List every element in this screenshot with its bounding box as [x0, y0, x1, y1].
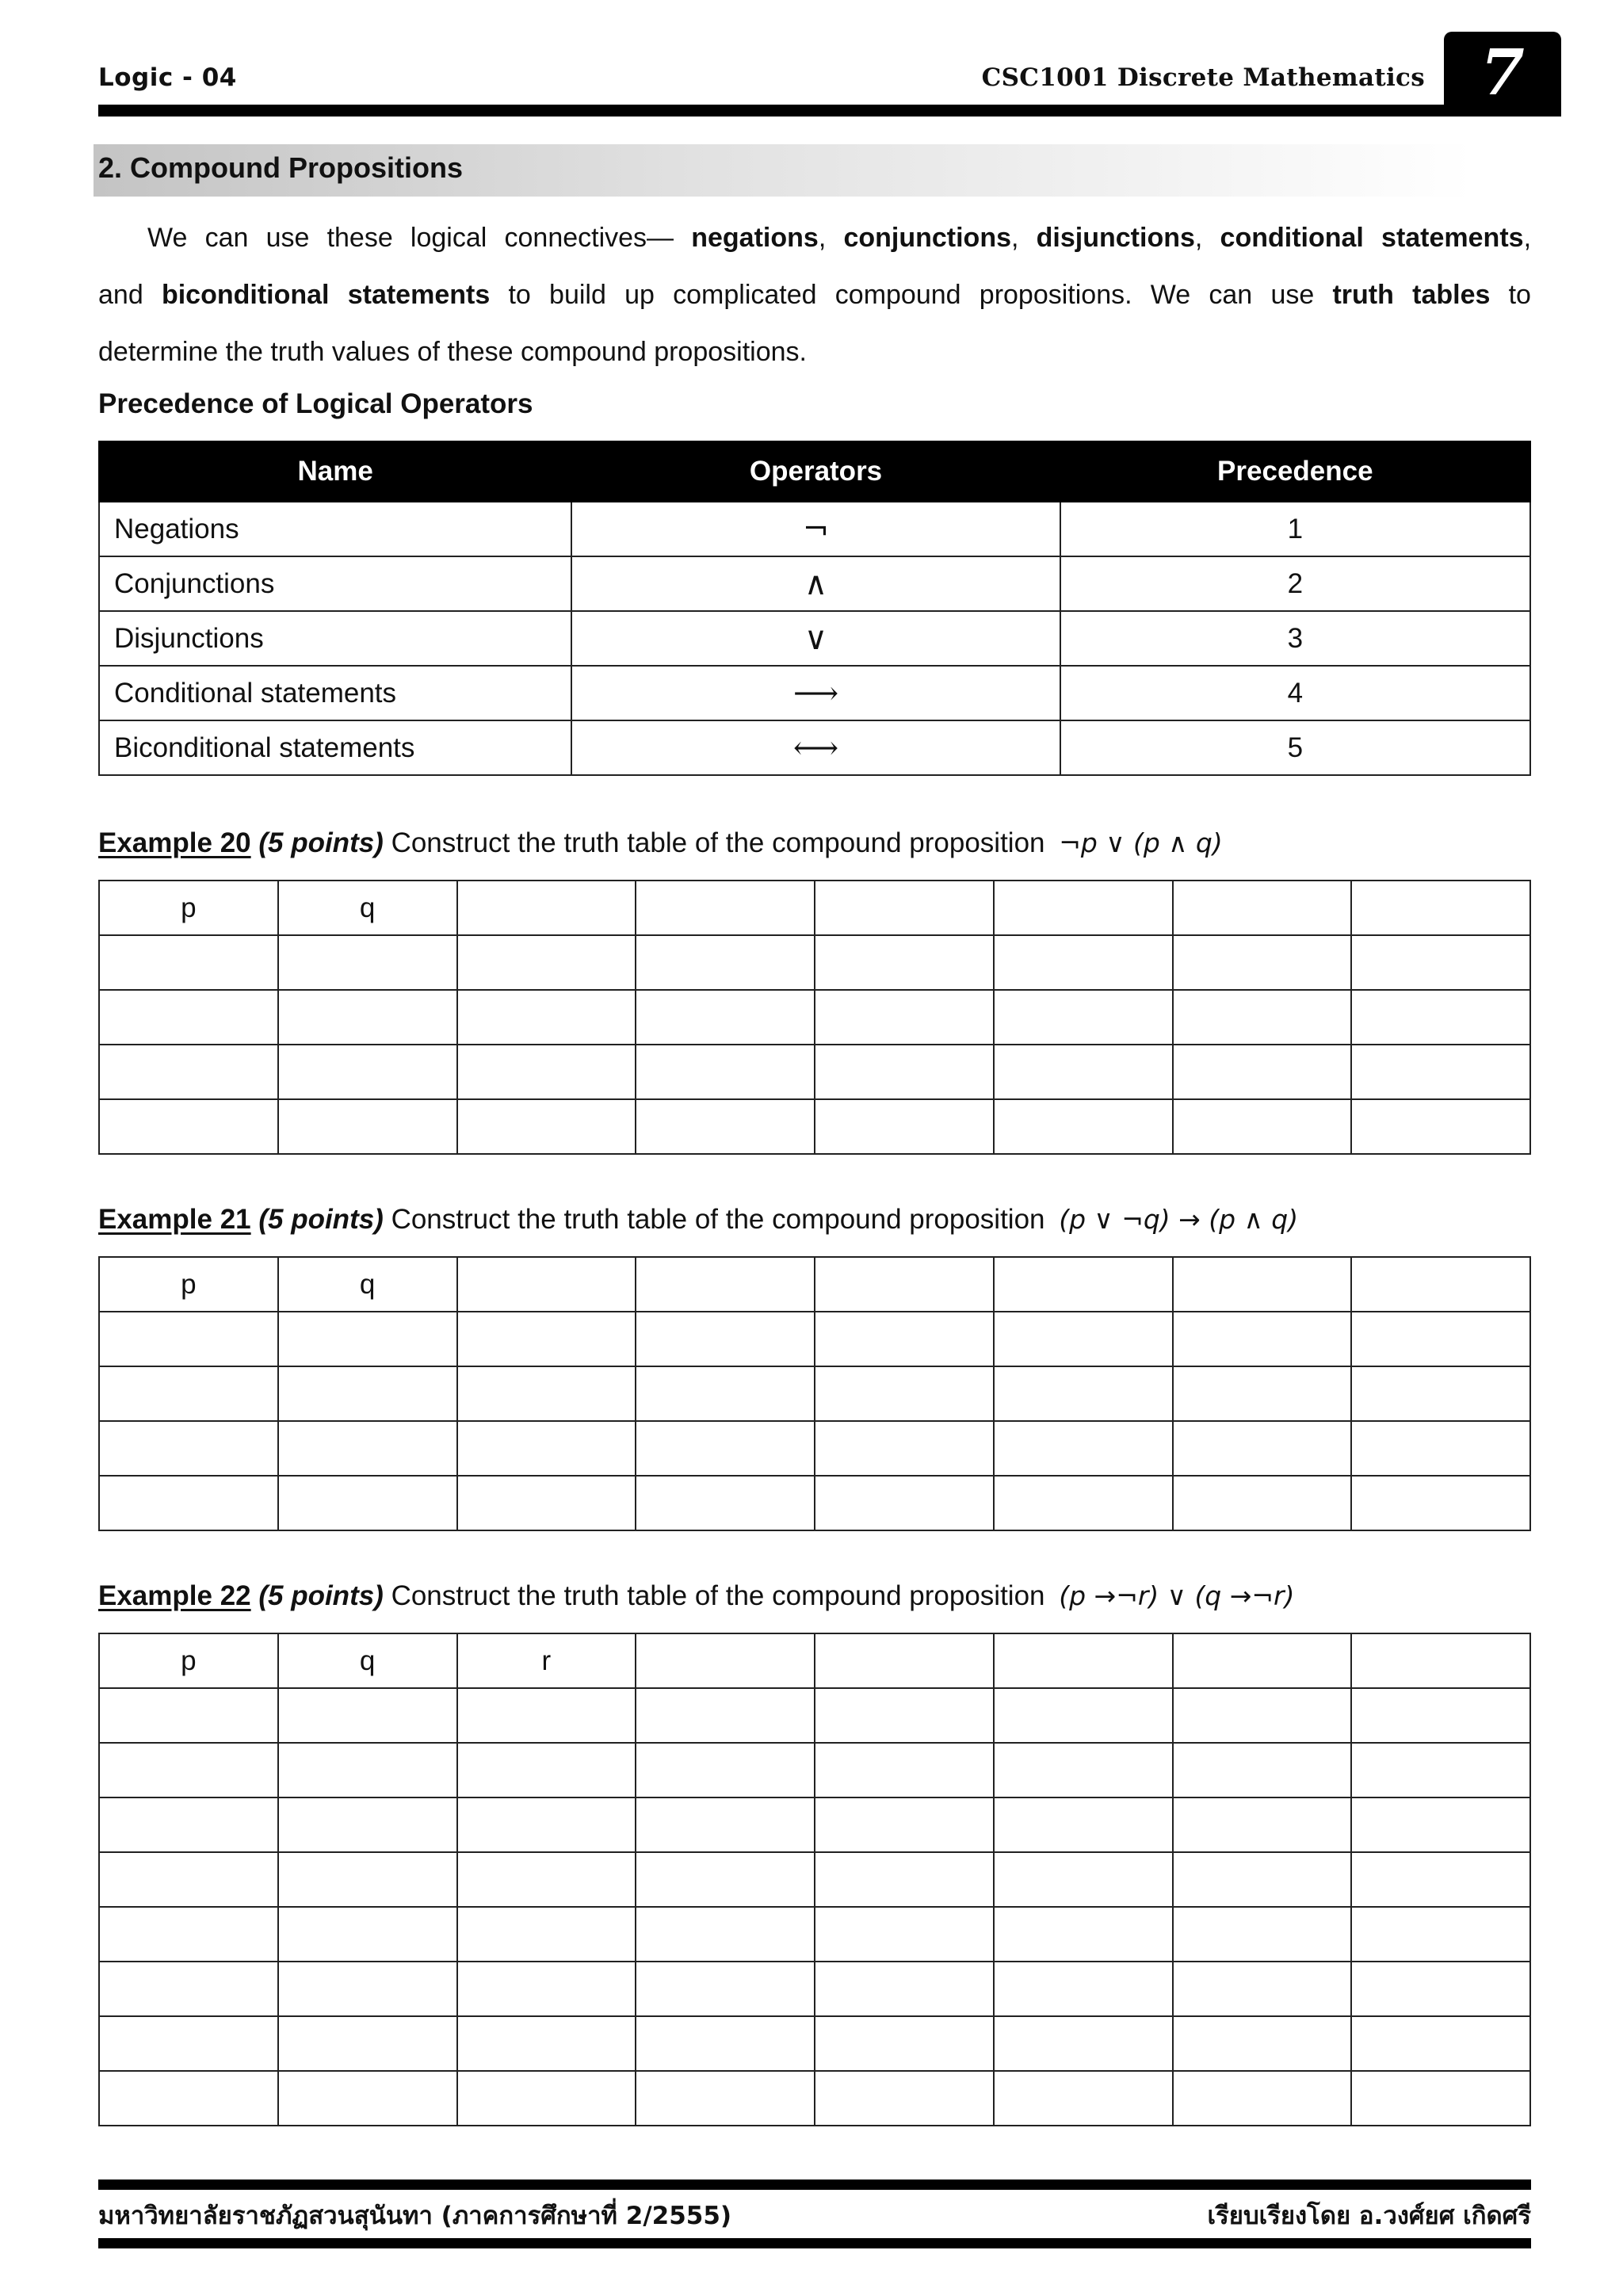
truth-table-row — [99, 935, 1530, 990]
truth-table-header-row — [99, 1633, 1530, 1688]
truth-cell — [1351, 1907, 1530, 1962]
header-course: CSC1001 Discrete Mathematics — [981, 63, 1425, 92]
truth-table-header — [457, 881, 636, 935]
truth-table-row — [99, 1099, 1530, 1154]
truth-cell — [1173, 1421, 1352, 1476]
column-header-precedence: Precedence — [1060, 441, 1530, 502]
truth-table-row — [99, 1045, 1530, 1099]
truth-cell — [278, 2016, 457, 2071]
footer-university: มหาวิทยาลัยราชภัฏสวนสุนันทา (ภาคการศึกษาที่ 2/2555) — [98, 2202, 732, 2230]
truth-cell — [636, 1045, 815, 1099]
truth-table-header-row — [99, 881, 1530, 935]
truth-cell — [278, 1366, 457, 1421]
operator-name: Biconditional statements — [99, 720, 571, 775]
truth-table-header — [1351, 1633, 1530, 1688]
truth-cell — [457, 1797, 636, 1852]
truth-cell — [994, 2071, 1173, 2126]
truth-cell — [278, 1688, 457, 1743]
truth-cell — [457, 1688, 636, 1743]
truth-cell — [457, 1045, 636, 1099]
truth-table-row — [99, 1907, 1530, 1962]
truth-cell — [278, 1045, 457, 1099]
truth-cell — [457, 1099, 636, 1154]
truth-table-row — [99, 990, 1530, 1045]
truth-cell — [815, 1476, 994, 1530]
truth-cell — [815, 2016, 994, 2071]
truth-cell — [815, 1688, 994, 1743]
truth-cell — [1351, 1962, 1530, 2016]
term-biconditional: biconditional statements — [161, 280, 491, 310]
truth-table-header — [994, 881, 1173, 935]
truth-cell — [278, 1962, 457, 2016]
truth-table-header: p — [99, 881, 278, 935]
example-text: Construct the truth table of the compound proposition — [383, 1580, 1053, 1611]
truth-cell — [1351, 1797, 1530, 1852]
column-header-operators: Operators — [571, 441, 1060, 502]
truth-cell — [278, 1797, 457, 1852]
truth-cell — [1351, 2071, 1530, 2126]
truth-table-row — [99, 1962, 1530, 2016]
truth-cell — [99, 1852, 278, 1907]
truth-cell — [278, 1421, 457, 1476]
truth-cell — [1173, 1099, 1352, 1154]
intro-text: , — [818, 223, 844, 253]
truth-cell — [278, 1476, 457, 1530]
truth-cell — [1173, 2071, 1352, 2126]
truth-cell — [1351, 1688, 1530, 1743]
intro-text: and — [98, 280, 162, 310]
truth-cell — [99, 2071, 278, 2126]
truth-cell — [99, 1366, 278, 1421]
truth-cell — [457, 1366, 636, 1421]
truth-table-header — [1173, 1257, 1352, 1312]
example-formula: ¬p ∨ (p ∧ q) — [1059, 827, 1223, 858]
truth-cell — [99, 990, 278, 1045]
footer-rule-top — [98, 2179, 1531, 2190]
truth-cell — [99, 1476, 278, 1530]
intro-paragraph — [98, 209, 1531, 380]
truth-cell — [994, 1476, 1173, 1530]
truth-cell — [457, 1421, 636, 1476]
truth-cell — [1351, 1045, 1530, 1099]
truth-cell — [636, 1688, 815, 1743]
precedence-header-row — [99, 441, 1530, 502]
truth-cell — [99, 1312, 278, 1366]
truth-cell — [1173, 2016, 1352, 2071]
truth-cell — [1351, 935, 1530, 990]
truth-cell — [1351, 2016, 1530, 2071]
operator-name: Conditional statements — [99, 666, 571, 720]
operator-precedence: 3 — [1060, 611, 1530, 666]
truth-cell — [636, 935, 815, 990]
truth-cell — [278, 935, 457, 990]
truth-table-header: p — [99, 1257, 278, 1312]
truth-cell — [1173, 1907, 1352, 1962]
truth-cell — [278, 2071, 457, 2126]
truth-table-header-row — [99, 1257, 1530, 1312]
truth-cell — [815, 1366, 994, 1421]
example-label: Example 22 — [98, 1580, 251, 1611]
header-chapter: Logic - 04 — [98, 63, 237, 92]
truth-cell — [278, 1907, 457, 1962]
truth-table-example-21 — [98, 1256, 1531, 1531]
truth-cell — [457, 1312, 636, 1366]
operator-symbol: ∨ — [571, 611, 1060, 666]
truth-table-header — [994, 1257, 1173, 1312]
truth-table-header: p — [99, 1633, 278, 1688]
intro-line-2 — [98, 266, 1531, 323]
truth-cell — [994, 1907, 1173, 1962]
term-negations: negations — [691, 223, 819, 253]
truth-table-row — [99, 2016, 1530, 2071]
truth-cell — [1351, 1476, 1530, 1530]
truth-cell — [994, 1099, 1173, 1154]
operator-symbol: ¬ — [571, 502, 1060, 556]
truth-cell — [636, 1099, 815, 1154]
intro-text: , — [1523, 223, 1532, 253]
intro-text: , — [1194, 223, 1220, 253]
header-rule — [98, 105, 1561, 117]
truth-table-header — [457, 1257, 636, 1312]
operator-precedence: 2 — [1060, 556, 1530, 611]
truth-cell — [1351, 990, 1530, 1045]
truth-cell — [636, 1797, 815, 1852]
operator-name: Conjunctions — [99, 556, 571, 611]
truth-cell — [994, 1045, 1173, 1099]
truth-table-header — [636, 1257, 815, 1312]
truth-cell — [994, 1366, 1173, 1421]
truth-table-header: q — [278, 1257, 457, 1312]
truth-cell — [1173, 1312, 1352, 1366]
column-header-name: Name — [99, 441, 571, 502]
truth-table-row — [99, 1366, 1530, 1421]
truth-cell — [994, 990, 1173, 1045]
truth-cell — [278, 1099, 457, 1154]
truth-table-header — [1351, 1257, 1530, 1312]
truth-cell — [815, 1312, 994, 1366]
truth-cell — [815, 1099, 994, 1154]
truth-cell — [1351, 1099, 1530, 1154]
section-title: 2. Compound Propositions — [98, 151, 463, 184]
truth-cell — [278, 1743, 457, 1797]
truth-cell — [457, 1743, 636, 1797]
operator-symbol: ⟷ — [571, 720, 1060, 775]
footer-rule-bottom — [98, 2238, 1531, 2248]
truth-table-header — [1173, 1633, 1352, 1688]
truth-cell — [1173, 1045, 1352, 1099]
truth-cell — [278, 990, 457, 1045]
truth-cell — [636, 1476, 815, 1530]
truth-cell — [636, 990, 815, 1045]
example-formula: (p →¬r) ∨ (q →¬r) — [1059, 1580, 1295, 1611]
truth-cell — [636, 2071, 815, 2126]
truth-cell — [99, 1907, 278, 1962]
truth-table-row — [99, 1476, 1530, 1530]
truth-table-header: r — [457, 1633, 636, 1688]
intro-text: , — [1011, 223, 1037, 253]
truth-table-row — [99, 1421, 1530, 1476]
truth-cell — [815, 1743, 994, 1797]
precedence-table — [98, 441, 1531, 776]
truth-table-example-20 — [98, 880, 1531, 1155]
truth-cell — [994, 1743, 1173, 1797]
operator-name: Disjunctions — [99, 611, 571, 666]
truth-cell — [994, 1962, 1173, 2016]
truth-cell — [994, 2016, 1173, 2071]
truth-cell — [994, 1688, 1173, 1743]
truth-cell — [815, 1907, 994, 1962]
truth-cell — [457, 1476, 636, 1530]
term-conditional: conditional statements — [1220, 223, 1524, 253]
example-points: (5 points) — [258, 1204, 384, 1235]
table-row — [99, 556, 1530, 611]
truth-cell — [278, 1312, 457, 1366]
example-text: Construct the truth table of the compound proposition — [383, 1204, 1053, 1235]
truth-cell — [636, 1366, 815, 1421]
truth-cell — [815, 1962, 994, 2016]
truth-table-row — [99, 1688, 1530, 1743]
truth-table-header — [1173, 881, 1352, 935]
table-row — [99, 666, 1530, 720]
example-22-prompt — [98, 1580, 1295, 1612]
example-label: Example 20 — [98, 827, 251, 858]
table-row — [99, 611, 1530, 666]
truth-cell — [815, 990, 994, 1045]
truth-cell — [99, 1743, 278, 1797]
truth-cell — [815, 2071, 994, 2126]
truth-cell — [636, 1852, 815, 1907]
operator-symbol: ∧ — [571, 556, 1060, 611]
truth-table-row — [99, 1797, 1530, 1852]
truth-cell — [1173, 990, 1352, 1045]
truth-table-header — [815, 1633, 994, 1688]
truth-cell — [457, 935, 636, 990]
truth-cell — [99, 1797, 278, 1852]
truth-cell — [1173, 1688, 1352, 1743]
example-text: Construct the truth table of the compound proposition — [383, 827, 1053, 858]
truth-cell — [457, 1962, 636, 2016]
truth-cell — [99, 1045, 278, 1099]
operator-precedence: 5 — [1060, 720, 1530, 775]
term-disjunctions: disjunctions — [1036, 223, 1195, 253]
truth-table-header: q — [278, 881, 457, 935]
operator-precedence: 4 — [1060, 666, 1530, 720]
term-truth-tables: truth tables — [1332, 280, 1491, 310]
truth-cell — [815, 935, 994, 990]
truth-cell — [99, 1099, 278, 1154]
operator-name: Negations — [99, 502, 571, 556]
truth-cell — [1173, 1797, 1352, 1852]
intro-text: determine the truth values of these compound propositions. — [98, 337, 807, 367]
truth-cell — [994, 1312, 1173, 1366]
intro-line-1 — [98, 209, 1531, 266]
truth-cell — [994, 935, 1173, 990]
truth-cell — [1173, 1962, 1352, 2016]
truth-cell — [1173, 1476, 1352, 1530]
precedence-heading: Precedence of Logical Operators — [98, 388, 533, 419]
truth-cell — [636, 1312, 815, 1366]
intro-text: to build up complicated compound propositions. We can use — [490, 280, 1333, 310]
truth-table-header — [815, 1257, 994, 1312]
truth-cell — [1351, 1852, 1530, 1907]
truth-table-example-22 — [98, 1633, 1531, 2126]
intro-line-3 — [98, 323, 1531, 380]
truth-cell — [457, 2071, 636, 2126]
example-points: (5 points) — [258, 1580, 384, 1611]
truth-cell — [1173, 1743, 1352, 1797]
truth-cell — [636, 2016, 815, 2071]
truth-cell — [457, 1852, 636, 1907]
truth-cell — [278, 1852, 457, 1907]
table-row — [99, 502, 1530, 556]
truth-cell — [636, 1962, 815, 2016]
truth-cell — [815, 1797, 994, 1852]
truth-table-header — [1351, 881, 1530, 935]
truth-cell — [815, 1852, 994, 1907]
example-21-prompt — [98, 1204, 1298, 1236]
truth-cell — [636, 1743, 815, 1797]
table-row — [99, 720, 1530, 775]
term-conjunctions: conjunctions — [843, 223, 1012, 253]
truth-cell — [457, 1907, 636, 1962]
truth-table-header — [636, 881, 815, 935]
truth-cell — [1351, 1421, 1530, 1476]
page-number: 7 — [1480, 35, 1525, 109]
truth-table-row — [99, 1852, 1530, 1907]
truth-cell — [994, 1421, 1173, 1476]
intro-text: to — [1490, 280, 1531, 310]
truth-cell — [1173, 1852, 1352, 1907]
truth-cell — [457, 2016, 636, 2071]
truth-table-row — [99, 2071, 1530, 2126]
truth-cell — [99, 2016, 278, 2071]
truth-table-row — [99, 1312, 1530, 1366]
footer-author: เรียบเรียงโดย อ.วงศ์ยศ เกิดศรี — [1207, 2202, 1531, 2230]
intro-text: We can use these logical connectives— — [147, 223, 692, 253]
truth-table-header — [636, 1633, 815, 1688]
truth-table-header — [994, 1633, 1173, 1688]
truth-cell — [99, 1962, 278, 2016]
truth-table-header — [815, 881, 994, 935]
truth-cell — [99, 1688, 278, 1743]
example-label: Example 21 — [98, 1204, 251, 1235]
truth-cell — [815, 1045, 994, 1099]
truth-cell — [457, 990, 636, 1045]
truth-cell — [1351, 1312, 1530, 1366]
example-formula: (p ∨ ¬q) → (p ∧ q) — [1059, 1204, 1299, 1235]
operator-precedence: 1 — [1060, 502, 1530, 556]
operator-symbol: ⟶ — [571, 666, 1060, 720]
example-20-prompt — [98, 827, 1223, 859]
truth-cell — [1173, 935, 1352, 990]
truth-table-header: q — [278, 1633, 457, 1688]
page-number-tab — [1444, 32, 1561, 117]
truth-cell — [1351, 1743, 1530, 1797]
truth-cell — [994, 1797, 1173, 1852]
truth-cell — [636, 1907, 815, 1962]
truth-cell — [99, 935, 278, 990]
truth-cell — [636, 1421, 815, 1476]
truth-cell — [99, 1421, 278, 1476]
truth-cell — [1351, 1366, 1530, 1421]
truth-table-row — [99, 1743, 1530, 1797]
truth-cell — [815, 1421, 994, 1476]
truth-cell — [1173, 1366, 1352, 1421]
example-points: (5 points) — [258, 827, 384, 858]
truth-cell — [994, 1852, 1173, 1907]
